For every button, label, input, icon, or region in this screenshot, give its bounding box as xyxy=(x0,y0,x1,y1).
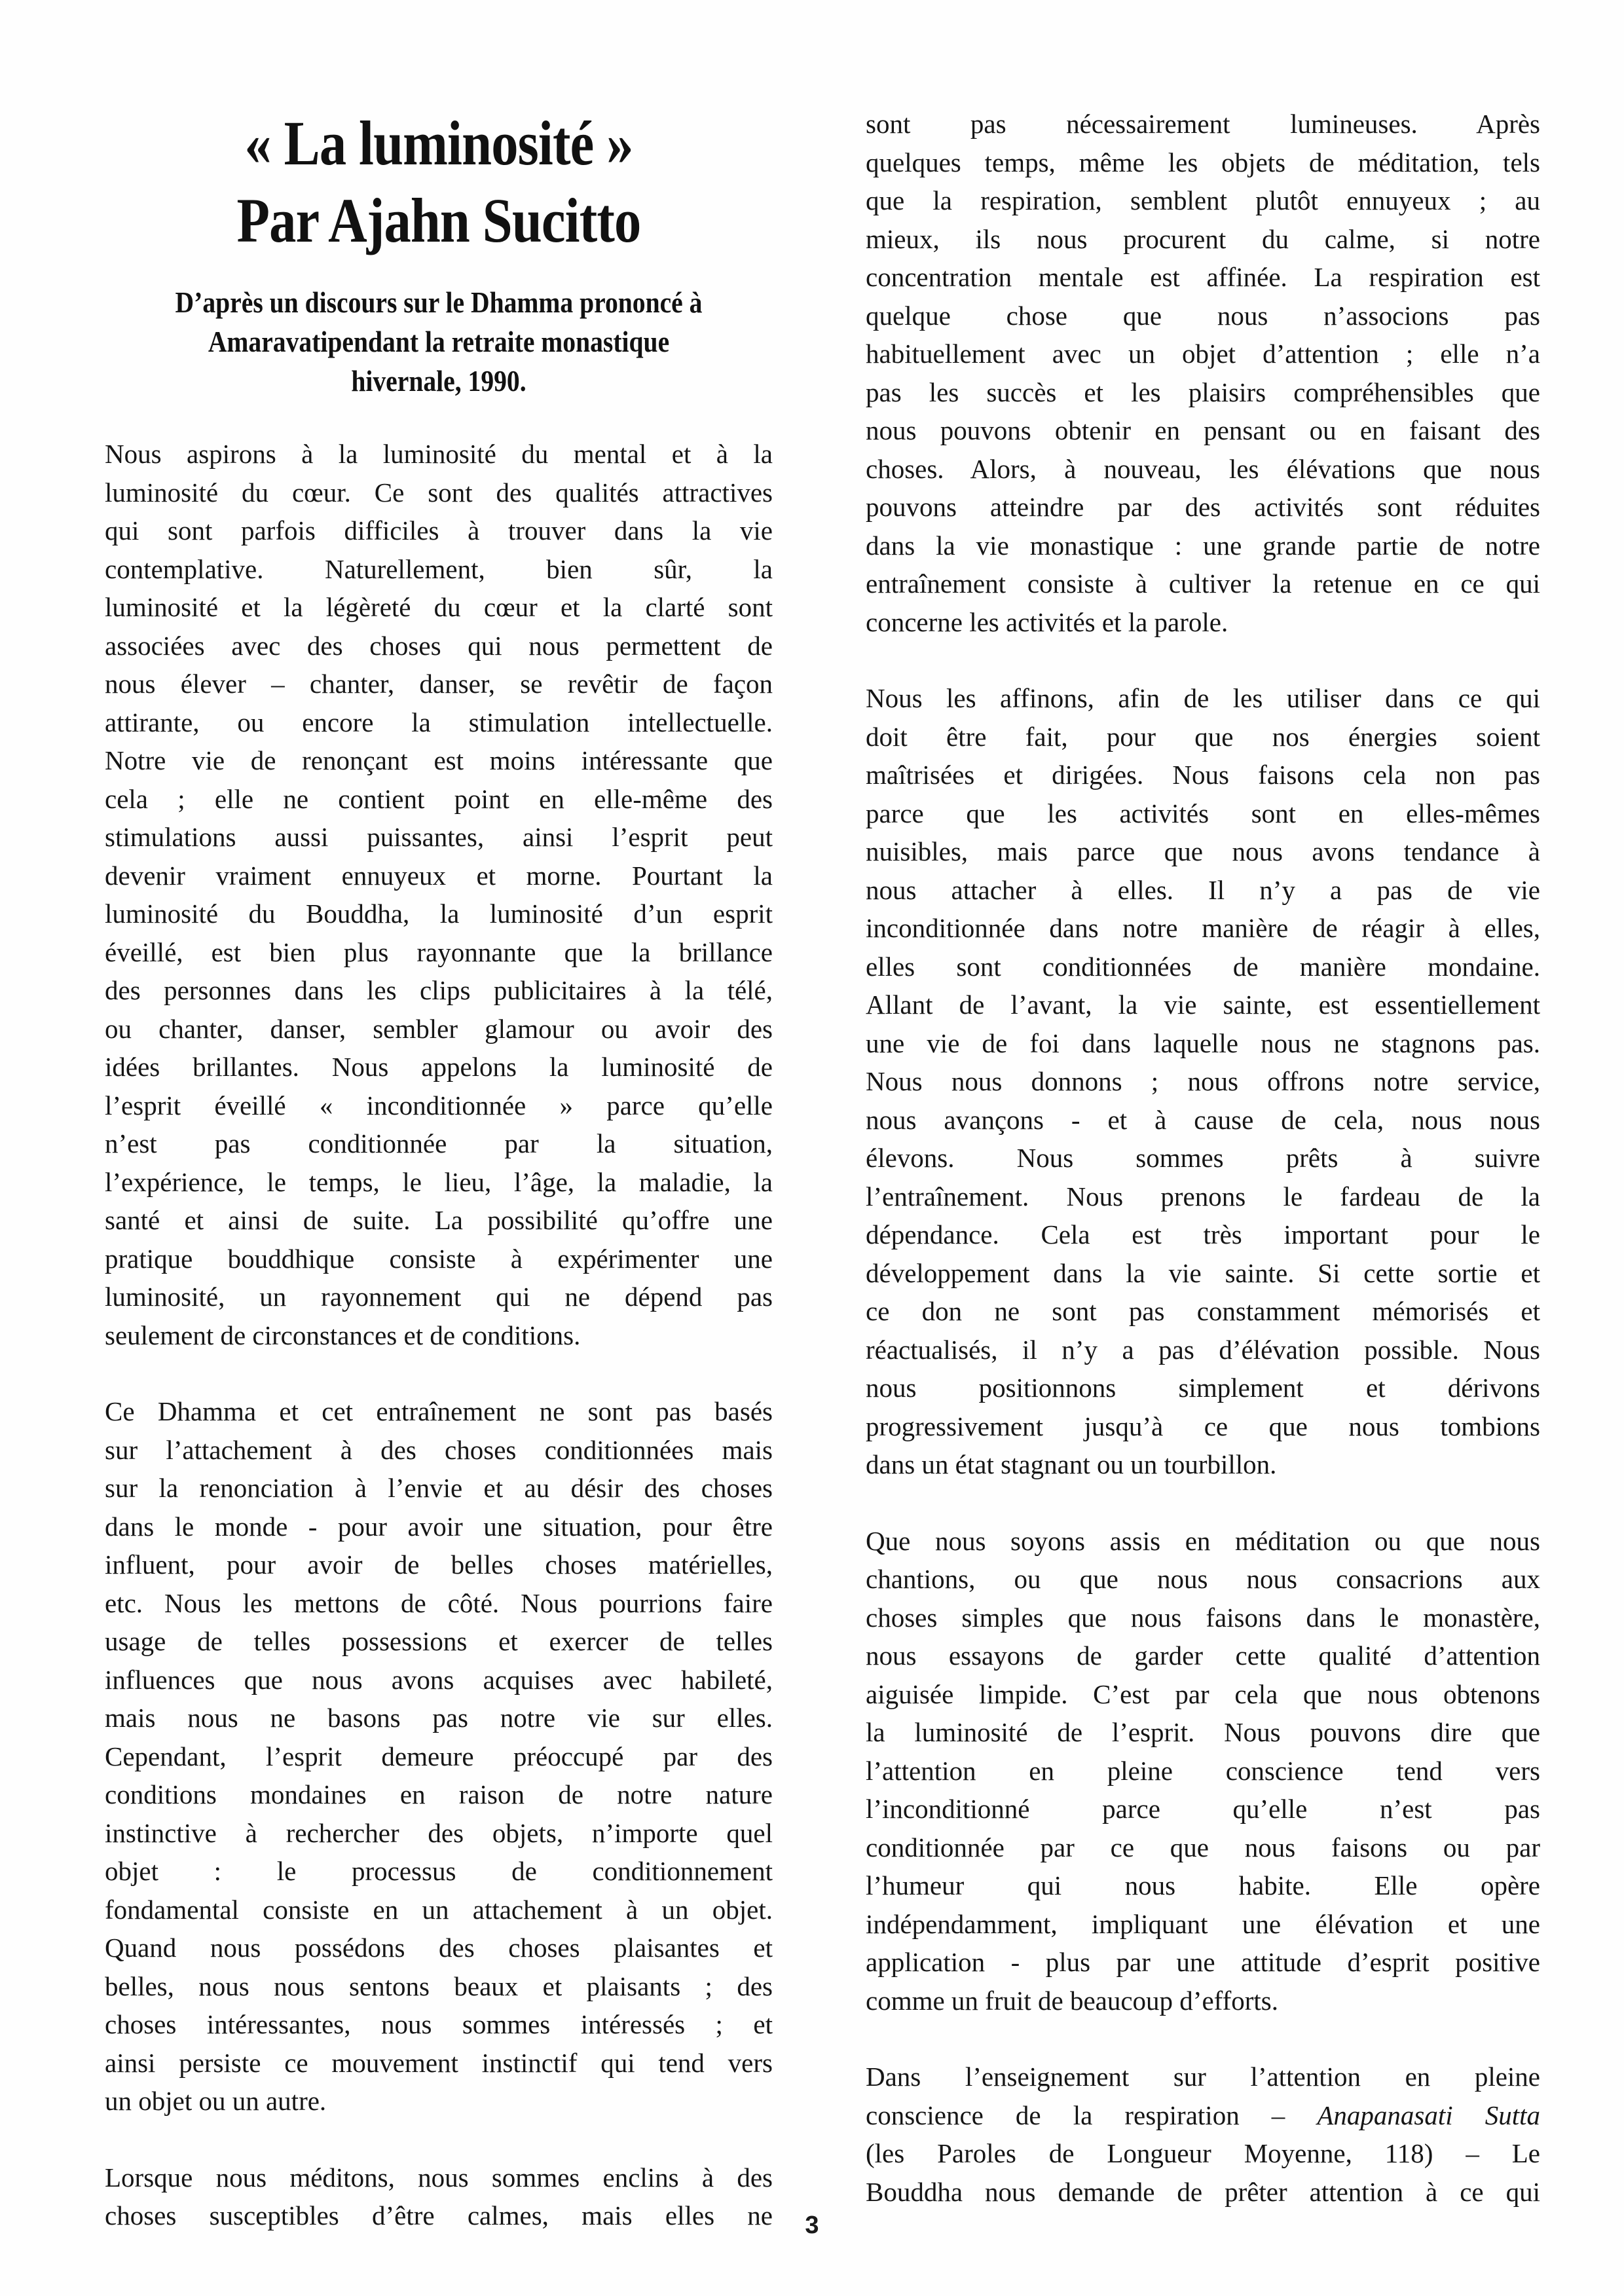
text-line: sur l’attachement à des choses conditionnées mais xyxy=(105,1434,773,1465)
text-line: devenir vraiment ennuyeux et morne. Pourtant la xyxy=(105,860,773,891)
text-line: qui sont parfois difficiles à trouver dans la vie xyxy=(105,515,773,546)
text-line: que la respiration, semblent plutôt ennuyeux ; au xyxy=(866,185,1540,215)
text-line: élevons. Nous sommes prêts à suivre xyxy=(866,1143,1540,1173)
text-line: sur la renonciation à l’envie et au désir des choses xyxy=(105,1473,773,1503)
text-line: influent, pour avoir de belles choses matérielles, xyxy=(105,1549,773,1580)
text-line: progressivement jusqu’à ce que nous tombions xyxy=(866,1411,1540,1441)
text-line: nous avançons - et à cause de cela, nous nous xyxy=(866,1104,1540,1135)
text-line: luminosité, un rayonnement qui ne dépend pas xyxy=(105,1282,773,1312)
text-line: développement dans la vie sainte. Si cette sortie et xyxy=(866,1257,1540,1288)
text-line: Nous aspirons à la luminosité du mental et à la xyxy=(105,439,773,469)
text-line: dans la vie monastique : une grande partie de notre xyxy=(866,530,1540,561)
text-line: Ce Dhamma et cet entraînement ne sont pas basés xyxy=(105,1396,773,1426)
text-line: pouvons atteindre par des activités sont réduites xyxy=(866,492,1540,522)
article-subtitle xyxy=(145,283,733,401)
text-line: réactualisés, il n’y a pas d’élévation possible. Nous xyxy=(866,1334,1540,1365)
text-line: influences que nous avons acquises avec habileté, xyxy=(105,1664,773,1695)
text-line: application - plus par une attitude d’esprit positive xyxy=(866,1947,1540,1977)
text-line: habituellement avec un objet d’attention ; elle n’a xyxy=(866,339,1540,369)
text-line: une vie de foi dans laquelle nous ne stagnons pas. xyxy=(866,1028,1540,1058)
text-line: chantions, ou que nous nous consacrions aux xyxy=(866,1564,1540,1594)
text-line: quelque chose que nous n’associons pas xyxy=(866,300,1540,331)
text-line: un objet ou un autre. xyxy=(105,2086,327,2116)
text-line: Allant de l’avant, la vie sainte, est essentiellement xyxy=(866,990,1540,1020)
article-title: « La luminosité » xyxy=(244,108,633,178)
text-line: instinctive à rechercher des objets, n’importe quel xyxy=(105,1817,773,1848)
text-line: l’expérience, le temps, le lieu, l’âge, la maladie, la xyxy=(105,1166,773,1197)
text-line: comme un fruit de beaucoup d’efforts. xyxy=(866,1985,1278,2016)
text-line: luminosité du Bouddha, la luminosité d’un esprit xyxy=(105,898,773,929)
paragraph xyxy=(866,2058,1540,2211)
text-line: ainsi persiste ce mouvement instinctif qui tend vers xyxy=(105,2047,773,2078)
text-line: etc. Nous les mettons de côté. Nous pourrions faire xyxy=(105,1587,773,1618)
text-line: conscience de la respiration – Anapanasati Sutta xyxy=(866,2100,1540,2130)
text-line: (les Paroles de Longueur Moyenne, 118) – Le xyxy=(866,2138,1540,2168)
text-line: n’est pas conditionnée par la situation, xyxy=(105,1128,773,1158)
text-line: choses intéressantes, nous sommes intéressés ; et xyxy=(105,2009,773,2039)
text-line: nous positionnons simplement et dérivons xyxy=(866,1373,1540,1403)
text-line: parce que les activités sont en elles-mêmes xyxy=(866,798,1540,828)
text-line: idées brillantes. Nous appelons la luminosité de xyxy=(105,1052,773,1082)
text-line: luminosité du cœur. Ce sont des qualités attractives xyxy=(105,477,773,508)
text-line: l’inconditionné parce qu’elle n’est pas xyxy=(866,1794,1540,1824)
text-line: Que nous soyons assis en méditation ou que nous xyxy=(866,1525,1540,1556)
text-line: nous essayons de garder cette qualité d’attention xyxy=(866,1640,1540,1671)
text-line: contemplative. Naturellement, bien sûr, la xyxy=(105,553,773,584)
text-line: nuisibles, mais parce que nous avons tendance à xyxy=(866,836,1540,866)
paragraph-spacer xyxy=(105,2120,773,2158)
text-line: pratique bouddhique consiste à expérimenter une xyxy=(105,1243,773,1274)
text-line: concerne les activités et la parole. xyxy=(866,606,1228,637)
text-line: la luminosité de l’esprit. Nous pouvons dire que xyxy=(866,1717,1540,1747)
text-line: éveillé, est bien plus rayonnante que la brillance xyxy=(105,936,773,967)
subtitle-line: D’après un discours sur le Dhamma prononcé à xyxy=(175,286,703,319)
text-line: inconditionnée dans notre manière de réagir à elles, xyxy=(866,913,1540,943)
subtitle-line: hivernale, 1990. xyxy=(351,365,526,398)
paragraph-spacer xyxy=(866,2020,1540,2058)
text-line: Bouddha nous demande de prêter attention à ce qui xyxy=(866,2176,1540,2207)
text-line: Nous nous donnons ; nous offrons notre service, xyxy=(866,1066,1540,1096)
article-header xyxy=(105,105,773,401)
text-line: luminosité et la légèreté du cœur et la clarté sont xyxy=(105,592,773,622)
text-line: l’entraînement. Nous prenons le fardeau de la xyxy=(866,1181,1540,1212)
text-line: des personnes dans les clips publicitaires à la télé, xyxy=(105,975,773,1005)
paragraph-spacer xyxy=(866,1484,1540,1522)
text-line: choses. Alors, à nouveau, les élévations que nous xyxy=(866,453,1540,484)
text-line: concentration mentale est affinée. La respiration est xyxy=(866,262,1540,292)
text-line: Cependant, l’esprit demeure préoccupé par des xyxy=(105,1741,773,1771)
text-line: belles, nous nous sentons beaux et plaisants ; des xyxy=(105,1971,773,2001)
right-column xyxy=(866,105,1540,2211)
paragraph xyxy=(866,679,1540,1484)
text-line: Nous les affinons, afin de les utiliser dans ce qui xyxy=(866,683,1540,713)
text-line: ce don ne sont pas constamment mémorisés et xyxy=(866,1296,1540,1326)
text-line: l’humeur qui nous habite. Elle opère xyxy=(866,1870,1540,1900)
paragraph-spacer xyxy=(105,1354,773,1392)
text-line: dans un état stagnant ou un tourbillon. xyxy=(866,1449,1277,1479)
paragraph-spacer xyxy=(866,641,1540,679)
text-line: doit être fait, pour que nos énergies soient xyxy=(866,721,1540,752)
text-line: usage de telles possessions et exercer de telles xyxy=(105,1626,773,1656)
text-line: conditions mondaines en raison de notre nature xyxy=(105,1779,773,1809)
text-line: mais nous ne basons pas notre vie sur elles. xyxy=(105,1703,773,1733)
text-line: fondamental consiste en un attachement à un objet. xyxy=(105,1894,773,1925)
text-line: stimulations aussi puissantes, ainsi l’esprit peut xyxy=(105,822,773,852)
paragraph xyxy=(866,1522,1540,2020)
text-line: quelques temps, même les objets de méditation, tels xyxy=(866,147,1540,177)
text-line: objet : le processus de conditionnement xyxy=(105,1856,773,1886)
text-line: indépendamment, impliquant une élévation et une xyxy=(866,1908,1540,1939)
text-line: dans le monde - pour avoir une situation, pour être xyxy=(105,1511,773,1542)
text-line: l’esprit éveillé « inconditionnée » parce qu’elle xyxy=(105,1090,773,1120)
text-line: ou chanter, danser, sembler glamour ou avoir des xyxy=(105,1013,773,1044)
text-line: conditionnée par ce que nous faisons ou par xyxy=(866,1832,1540,1862)
left-column xyxy=(105,105,773,2235)
text-line: seulement de circonstances et de conditions. xyxy=(105,1320,581,1350)
text-line: nous attacher à elles. Il n’y a pas de vie xyxy=(866,874,1540,905)
subtitle-line: Amaravatipendant la retraite monastique xyxy=(208,325,670,358)
text-line: choses simples que nous faisons dans le monastère, xyxy=(866,1602,1540,1633)
article-author: Par Ajahn Sucitto xyxy=(236,185,641,255)
text-line: Quand nous possédons des choses plaisantes et xyxy=(105,1933,773,1963)
text-line: maîtrisées et dirigées. Nous faisons cela non pas xyxy=(866,760,1540,790)
text-line: santé et ainsi de suite. La possibilité qu’offre une xyxy=(105,1205,773,1235)
text-line: aiguisée limpide. C’est par cela que nous obtenons xyxy=(866,1678,1540,1709)
sutta-title: Anapanasati Sutta xyxy=(1317,2100,1540,2130)
text-line: mieux, ils nous procurent du calme, si notre xyxy=(866,223,1540,254)
text-line: nous pouvons obtenir en pensant ou en faisant des xyxy=(866,415,1540,445)
text-line: Notre vie de renonçant est moins intéressante que xyxy=(105,745,773,775)
page-number: 3 xyxy=(805,2212,819,2239)
paragraph xyxy=(866,105,1540,641)
text-line: choses susceptibles d’être calmes, mais elles ne xyxy=(105,2200,773,2231)
text-line: attirante, ou encore la stimulation intellectuelle. xyxy=(105,707,773,737)
text-line: cela ; elle ne contient point en elle-même des xyxy=(105,783,773,814)
paragraph xyxy=(105,1392,773,2120)
text-line: elles sont conditionnées de manière mondaine. xyxy=(866,951,1540,982)
text-line: Lorsque nous méditons, nous sommes enclins à des xyxy=(105,2162,773,2193)
text-line: sont pas nécessairement lumineuses. Après xyxy=(866,109,1540,139)
text-line: entraînement consiste à cultiver la retenue en ce qui xyxy=(866,568,1540,599)
text-line: Dans l’enseignement sur l’attention en pleine xyxy=(866,2062,1540,2092)
text-line: dépendance. Cela est très important pour le xyxy=(866,1219,1540,1250)
text-line: associées avec des choses qui nous permettent de xyxy=(105,630,773,661)
text-line: l’attention en pleine conscience tend vers xyxy=(866,1755,1540,1786)
text-line: nous élever – chanter, danser, se revêtir de façon xyxy=(105,669,773,699)
text-line: pas les succès et les plaisirs compréhensibles que xyxy=(866,377,1540,407)
paragraph xyxy=(105,435,773,1354)
